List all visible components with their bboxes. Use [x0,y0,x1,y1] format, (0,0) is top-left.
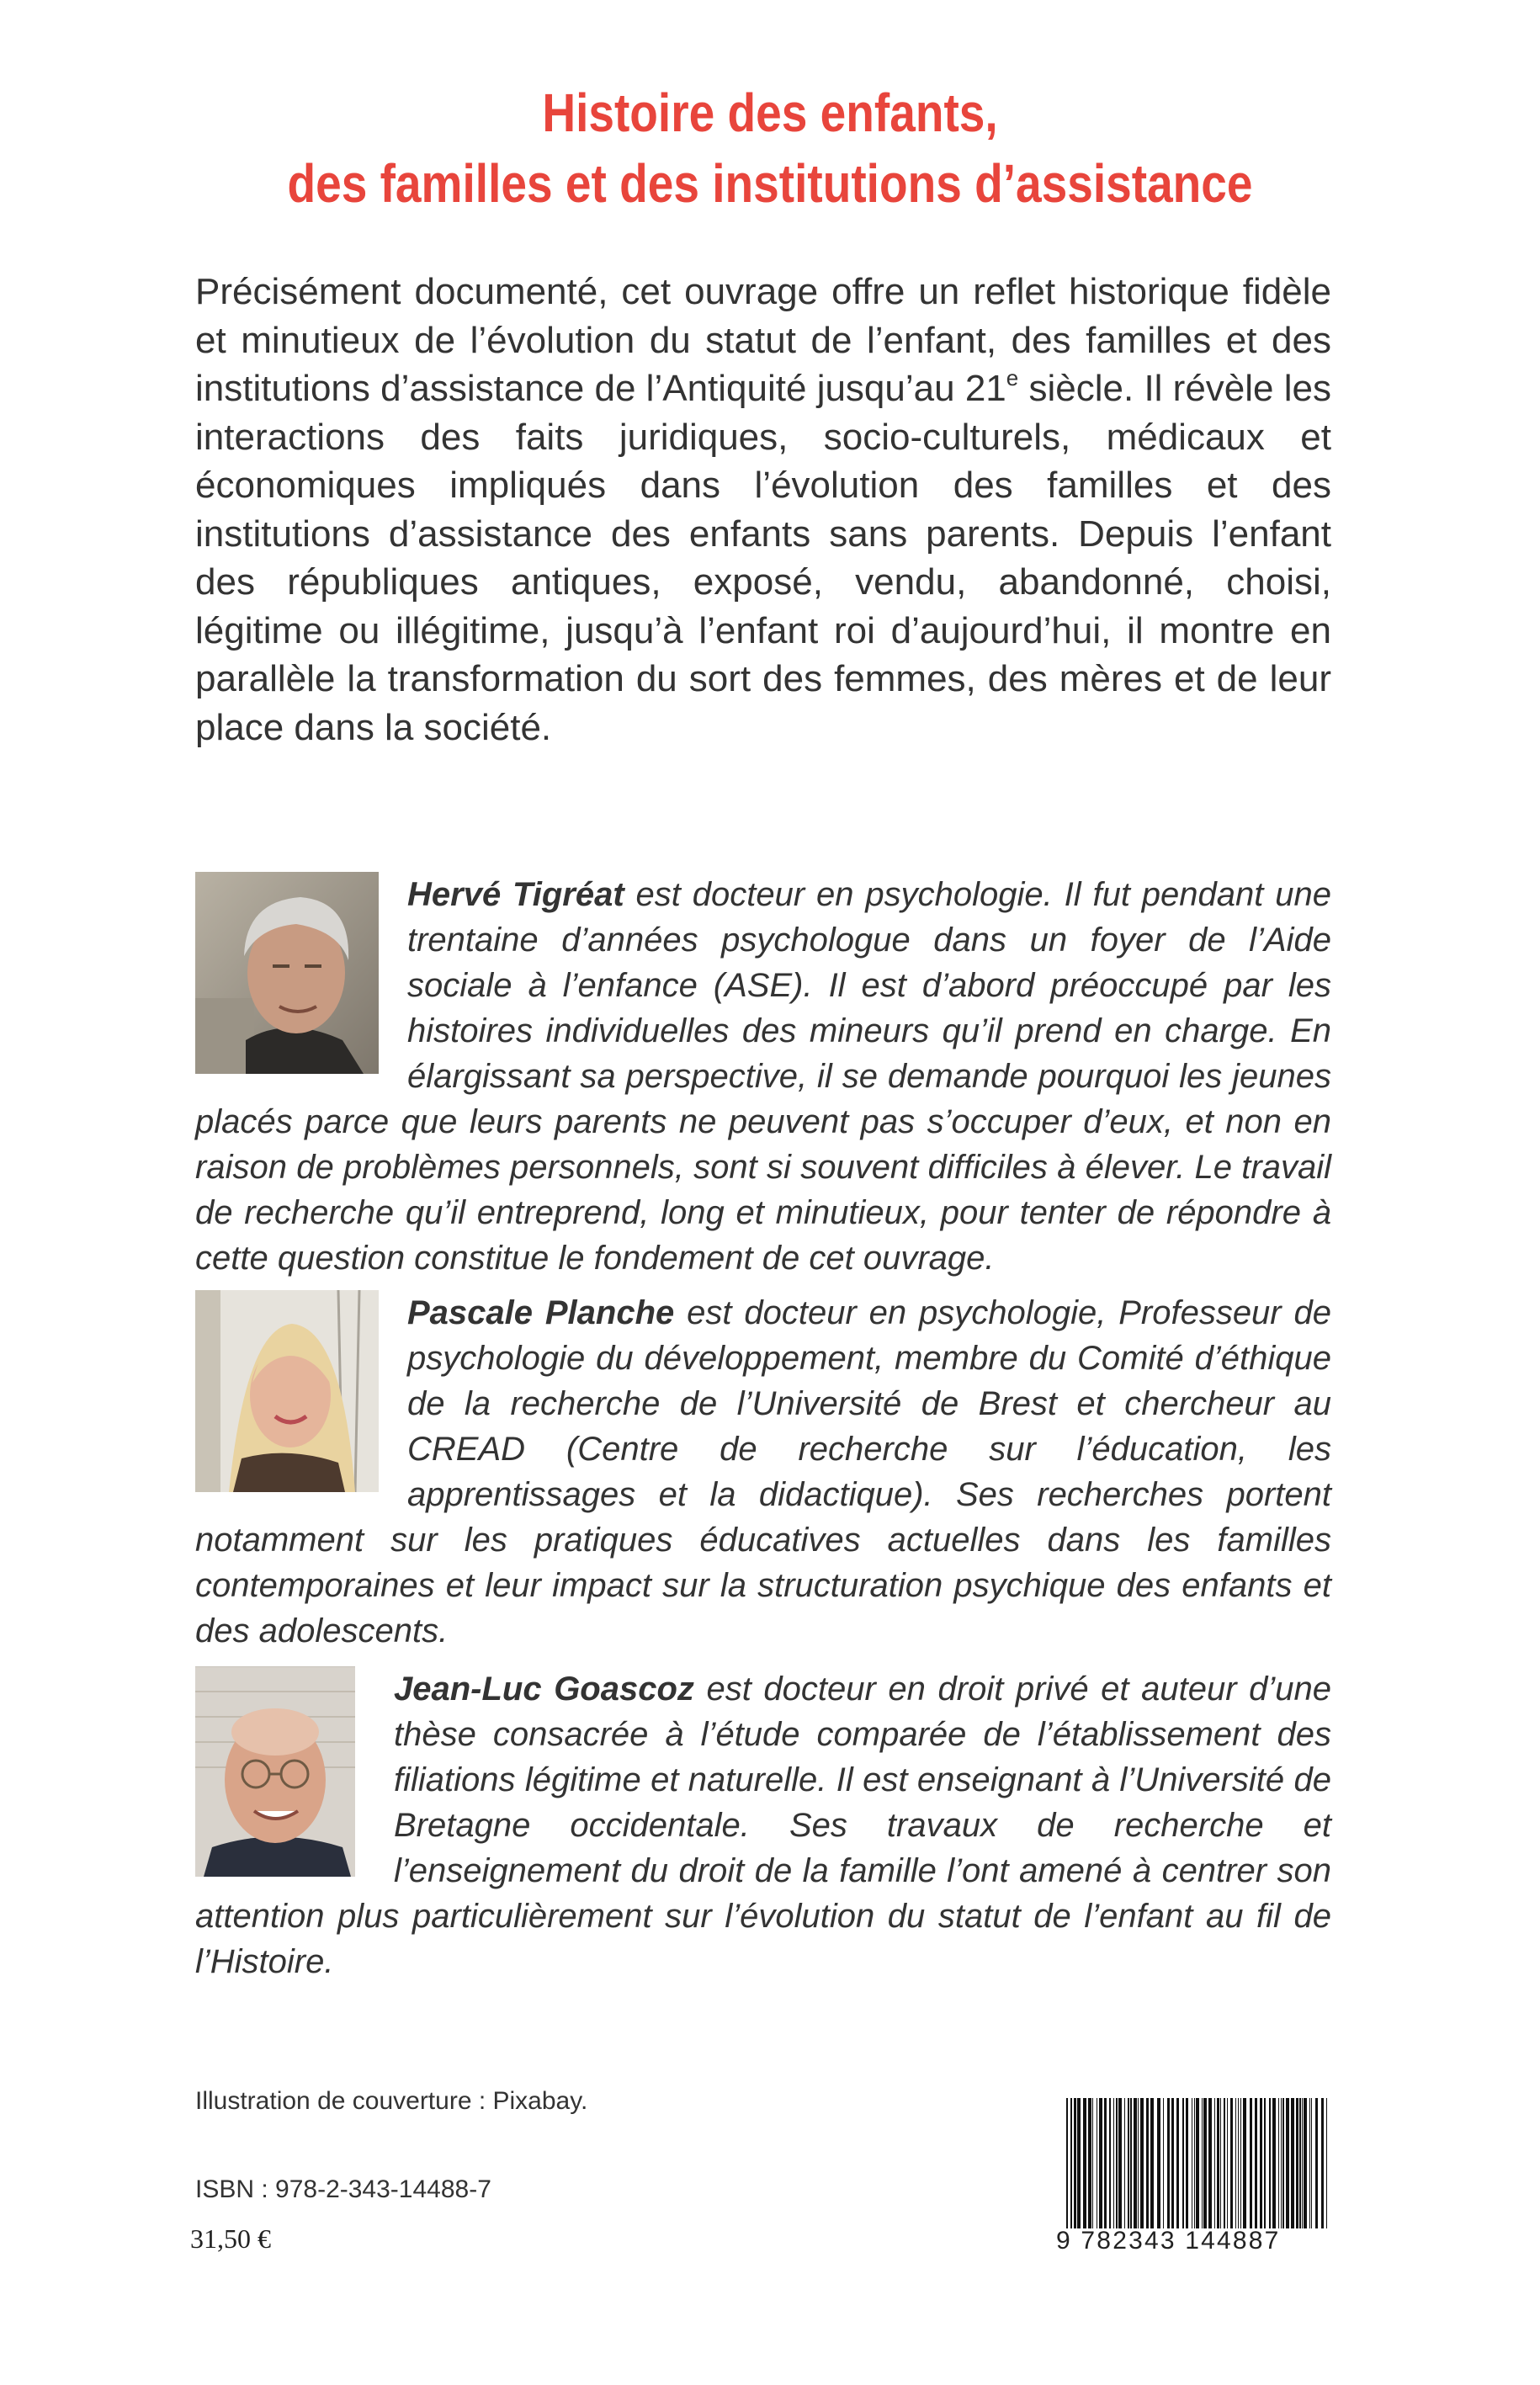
barcode [1065,2098,1330,2228]
barcode-bar [1163,2098,1164,2228]
barcode-bar [1140,2098,1144,2228]
barcode-bar [1083,2098,1086,2228]
barcode-bar [1088,2098,1091,2228]
isbn-number: ISBN : 978-2-343-14488-7 [195,2175,491,2203]
barcode-bar [1315,2098,1318,2228]
barcode-bar [1214,2098,1215,2228]
barcode-bar [1255,2098,1257,2228]
summary-text-2: siècle. Il révèle les interactions des faits juridiques, socio-culturels, médicaux et économiques impliqués dans l’évolution des familles et des institutions d’assistance des enfants sans parents. Depuis l’enfant des républiques antiques, exposé, vendu, abandonné, choisi, légitime ou illégitime, jusqu’à l’enfant roi d’aujourd’hui, il montre en parallèle la transformation du sort des femmes, des mères et de leur place dans la société. [195,368,1332,748]
barcode-bar [1304,2098,1307,2228]
barcode-bar [1124,2098,1125,2228]
barcode-bar [1208,2098,1212,2228]
barcode-bar [1128,2098,1129,2228]
barcode-bar [1138,2098,1139,2228]
barcode-bar [1146,2098,1149,2228]
barcode-bar [1240,2098,1241,2228]
author-bio-text-herve: est docteur en psychologie. Il fut pendant une trentaine d’années psychologue dans un foyer de l’Aide sociale à l’enfance (ASE). Il est d’abord préoccupé par les histoires individuelles des mineurs qu’il prend en charge. En élargissant sa perspective, il se demande pourquoi les jeunes placés parce que leurs parents ne peuvent pas s’occuper d’eux, et non en raison de problèmes personnels, sont si souvent difficiles à élever. Le travail de recherche qu’il entreprend, long et minutieux, pour tenter de répondre à cette question constitue le fondement de cet ouvrage. [195,876,1331,1277]
author-photo-pascale [195,1290,379,1492]
author-name-pascale: Pascale Planche [407,1294,675,1331]
barcode-bar [1077,2098,1081,2228]
book-summary [195,268,1331,752]
barcode-bar [1326,2098,1327,2228]
barcode-bar [1167,2098,1170,2228]
book-title [108,77,1432,219]
barcode-bar [1282,2098,1284,2228]
barcode-bar [1157,2098,1160,2228]
barcode-bar [1260,2098,1262,2228]
barcode-bar [1070,2098,1072,2228]
cover-illustration-credit: Illustration de couverture : Pixabay. [195,2087,588,2115]
barcode-bar [1278,2098,1279,2228]
barcode-bar [1296,2098,1298,2228]
summary-text-1: Précisément documenté, cet ouvrage offre un reflet historique fidèle et minutieux de l’évolution du statut de l’enfant, des familles et des institutions d’assistance de l’Antiquité jusqu’au 21 [195,271,1331,409]
barcode-bar [1150,2098,1154,2228]
barcode-bar [1196,2098,1199,2228]
barcode-bar [1134,2098,1137,2228]
barcode-bar [1224,2098,1225,2228]
barcode-bar [1302,2098,1303,2228]
barcode-bar [1171,2098,1174,2228]
barcode-bar [1281,2098,1282,2228]
barcode-bar [1269,2098,1271,2228]
author-bio-pascale-planche [195,1290,1331,1654]
author-bio-text-pascale: est docteur en psychologie, Professeur de psychologie du développement, membre du Comité d’éthique de la recherche de l’Université de Brest et chercheur au CREAD (Centre de recherche sur l’éducation, les apprentissages et la didactique). Ses recherches portent notamment sur les pratiques éducatives actuelles dans les familles contemporaines et leur impact sur la structuration psychique des enfants et des adolescents. [195,1294,1331,1649]
barcode-bar [1299,2098,1301,2228]
barcode-bar [1116,2098,1118,2228]
author-photo-jean-luc [195,1666,355,1877]
barcode-bar [1092,2098,1093,2228]
barcode-bar [1186,2098,1188,2228]
barcode-bar [1309,2098,1310,2228]
summary-superscript: e [1006,365,1019,390]
barcode-bar [1176,2098,1179,2228]
author-name-herve: Hervé Tigréat [407,876,624,913]
author-bio-jean-luc-goascoz [195,1666,1331,1984]
barcode-bar [1194,2098,1195,2228]
barcode-bar [1202,2098,1203,2228]
barcode-bar [1217,2098,1219,2228]
barcode-bar [1272,2098,1276,2228]
barcode-bar [1220,2098,1221,2228]
barcode-bar [1104,2098,1107,2228]
price: 31,50 € [190,2223,271,2254]
barcode-bar [1066,2098,1068,2228]
barcode-bar [1130,2098,1132,2228]
barcode-bar [1109,2098,1111,2228]
author-bio-herve-tigreat [195,872,1331,1281]
barcode-bar [1074,2098,1076,2228]
barcode-bar [1311,2098,1312,2228]
barcode-bar [1235,2098,1236,2228]
barcode-bar [1321,2098,1324,2228]
barcode-digits: 9 782343 144887 [1056,2227,1281,2255]
author-name-jean-luc: Jean-Luc Goascoz [394,1671,694,1708]
barcode-bar [1099,2098,1102,2228]
barcode-bar [1182,2098,1184,2228]
barcode-bar [1113,2098,1114,2228]
title-line-2: des familles et des institutions d’assistance [287,153,1253,214]
barcode-bar [1230,2098,1233,2228]
barcode-bar [1264,2098,1266,2228]
author-bio-text-jean-luc: est docteur en droit privé et auteur d’une thèse consacrée à l’étude comparée de l’établissement des filiations légitime et naturelle. Il est enseignant à l’Université de Bretagne occidentale. Ses travaux de recherche et l’enseignement du droit de la famille l’ont amené à centrer son attention plus particulièrement sur l’évolution du statut de l’enfant au fil de l’Histoire. [195,1671,1331,1980]
barcode-bar [1291,2098,1294,2228]
title-line-1: Histoire des enfants, [542,82,998,143]
barcode-bar [1286,2098,1289,2228]
author-photo-herve [195,872,379,1074]
barcode-bar [1238,2098,1239,2228]
barcode-bar [1227,2098,1228,2228]
barcode-bar [1203,2098,1207,2228]
barcode-bar [1250,2098,1252,2228]
barcode-bar [1243,2098,1246,2228]
barcode-bar [1118,2098,1122,2228]
